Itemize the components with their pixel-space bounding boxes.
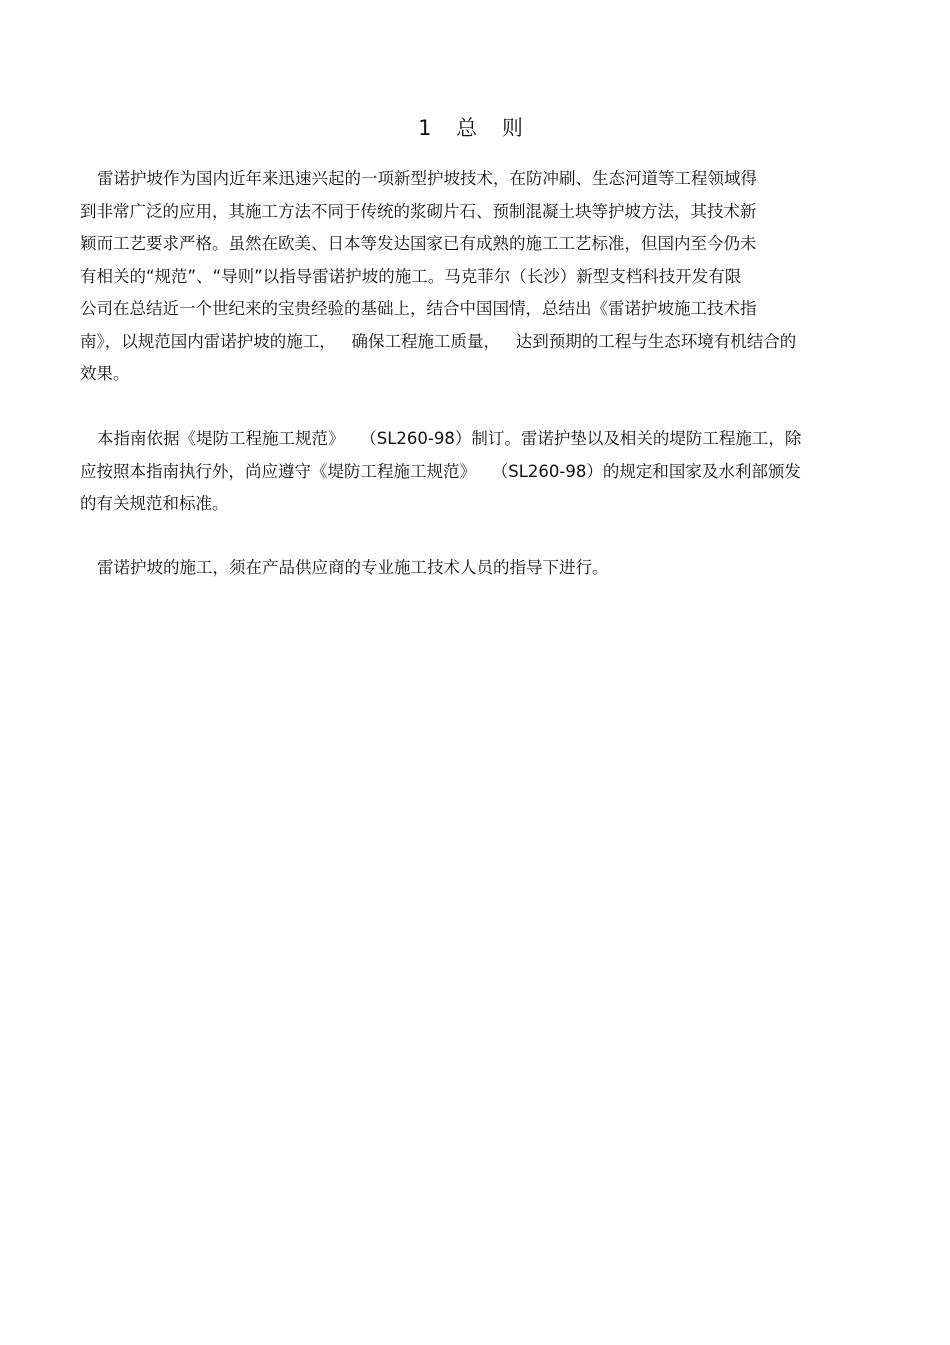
paragraph-intro (80, 163, 796, 391)
paragraph-line: 到非常广泛的应用，其施工方法不同于传统的浆砌片石、预制混凝土块等护坡方法，其技术新 (80, 201, 757, 221)
paragraph-line: 雷诺护坡的施工，须在产品供应商的专业施工技术人员的指导下进行。 (97, 558, 609, 577)
paragraph-line: 南》，以规范国内雷诺护坡的施工， 确保工程施工质量， 达到预期的工程与生态环境有机结合的 (80, 331, 797, 351)
paragraph-line: 颖而工艺要求严格。虽然在欧美、日本等发达国家已有成熟的施工工艺标准，但国内至今仍未 (80, 234, 757, 253)
paragraph-line: 应按照本指南执行外，尚应遵守《堤防工程施工规范》 （SL260-98）的规定和国家及水利部颁发 (80, 461, 801, 481)
paragraph-basis (80, 423, 801, 521)
paragraph-line: 雷诺护坡作为国内近年来迅速兴起的一项新型护坡技术，在防冲刷、生态河道等工程领域得 (97, 169, 757, 188)
section-title: 1 总 则 (418, 116, 532, 140)
paragraph-line: 公司在总结近一个世纪来的宝贵经验的基础上，结合中国国情，总结出《雷诺护坡施工技术指 (80, 299, 757, 318)
paragraph-line: 的有关规范和标准。 (80, 494, 229, 513)
paragraph-guidance (80, 552, 609, 585)
paragraph-line: 本指南依据《堤防工程施工规范》 （SL260-98）制订。雷诺护垫以及相关的堤防工程施工，除 (97, 429, 802, 448)
paragraph-line: 有相关的“规范”、“导则”以指导雷诺护坡的施工。马克菲尔（长沙）新型支档科技开发有限 (80, 266, 742, 286)
paragraph-line: 效果。 (80, 364, 130, 383)
